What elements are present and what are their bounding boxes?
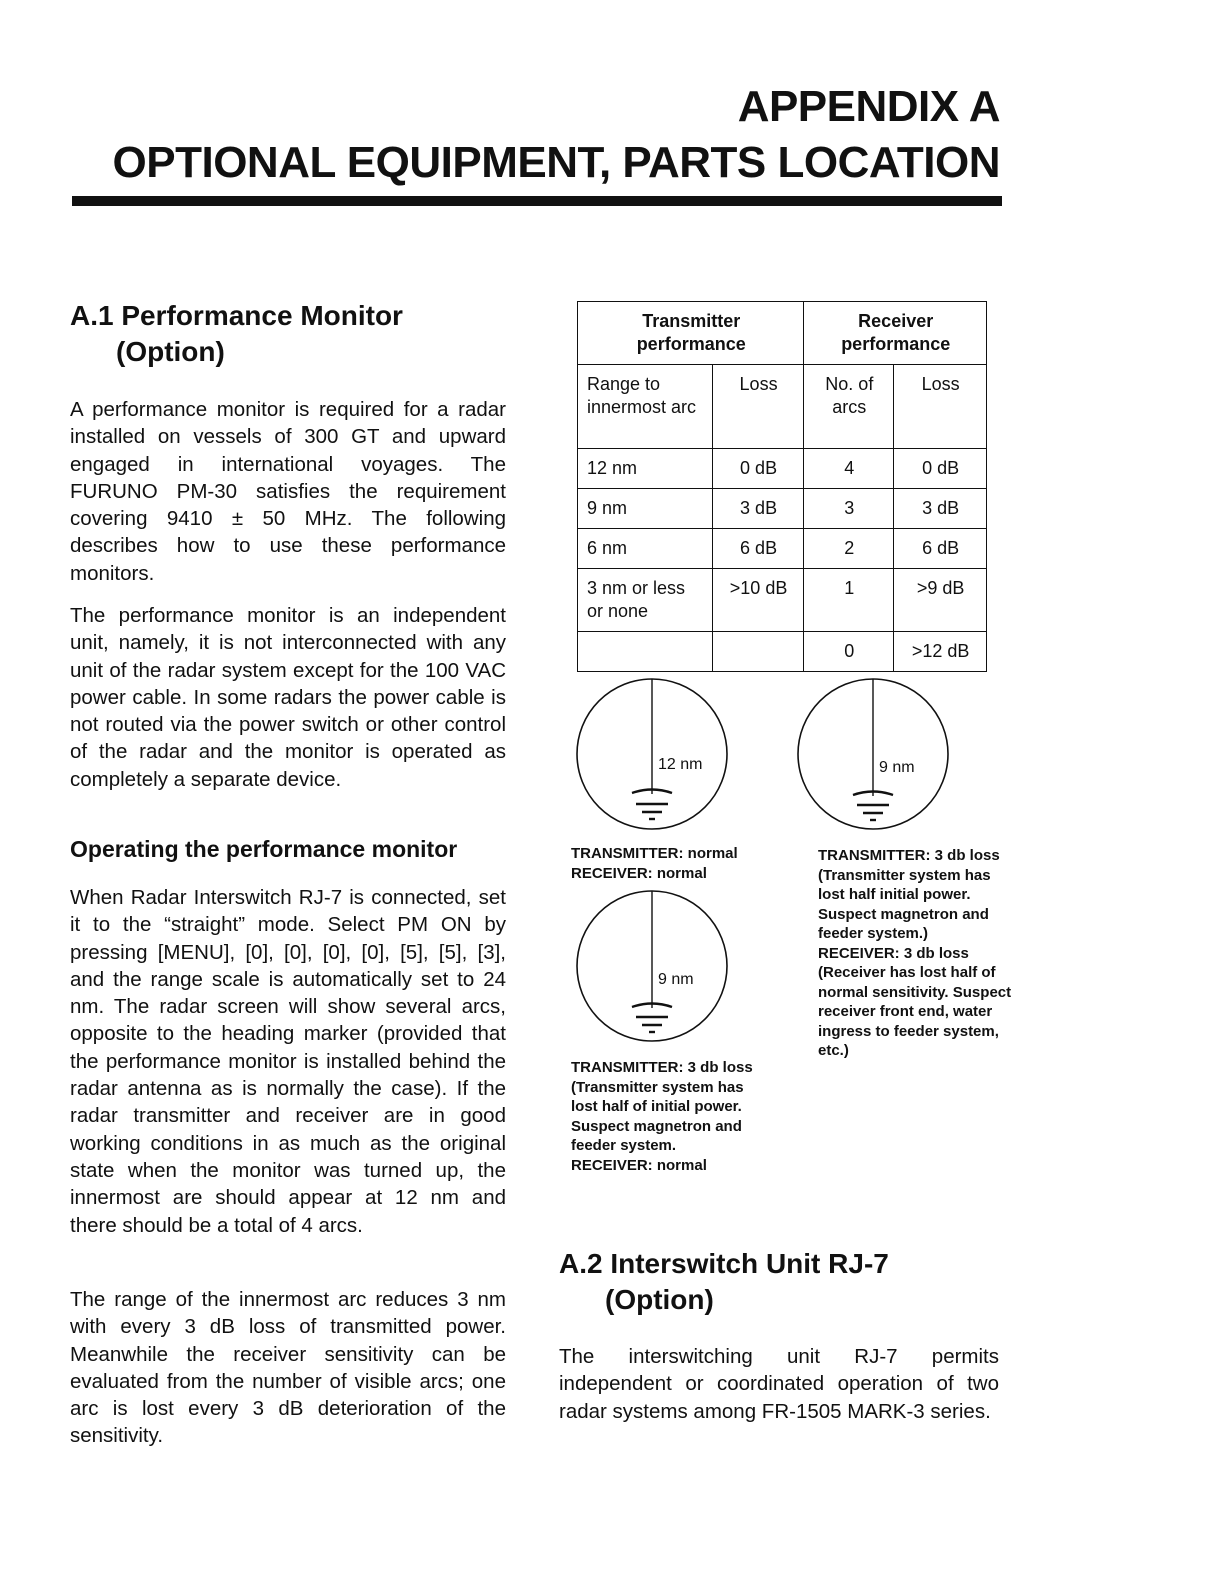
- section-a2-para1: The interswitching unit RJ-7 permits independent or coordinated operation of two radar systems among FR-1505 MARK-3 series.: [559, 1345, 999, 1423]
- section-a1-para3: When Radar Interswitch RJ-7 is connected, set it to the “straight” mode. Select PM ON by pressing [MENU], [0], [0], [0], [0], [5], [5], [3], and the range scale is automatically set to 24 nm. The radar screen will show several arcs, opposite to the heading marker (provided that the performance monitor is installed behind the radar antenna as is normally the case). If the radar transmitter and receiver are in good working conditions in as much as the original state when the monitor was turned up, the innermost are should appear at 12 nm and there should be a total of 4 arcs.: [70, 886, 506, 1237]
- caption-line: receiver front end, water: [818, 1003, 993, 1020]
- section-a1-para2: The performance monitor is an independent unit, namely, it is not interconnected with any unit of the radar system except for the 100 VAC power cable. In some radars the power cable is not routed via the power switch or other control of the radar and the monitor is operated as completely a separate device.: [70, 604, 506, 791]
- table-row: [578, 632, 987, 672]
- diagram-2-caption: [818, 846, 1011, 1061]
- table-cell: 6 nm: [578, 529, 713, 569]
- section-a2-heading: [559, 1246, 999, 1318]
- table-cell: 6 dB: [894, 529, 987, 569]
- table-cell: 4: [804, 449, 894, 489]
- table-cell: >9 dB: [894, 569, 987, 632]
- caption-line: (Receiver has lost half of: [818, 964, 996, 981]
- caption-line: TRANSMITTER: 3 db loss: [571, 1059, 753, 1076]
- table-cell: 2: [804, 529, 894, 569]
- caption-line: lost half of initial power.: [571, 1098, 742, 1115]
- table-row: [578, 489, 987, 529]
- table-column-row: [578, 365, 987, 449]
- transmitter-performance-header: Transmitter performance: [578, 302, 804, 365]
- receiver-performance-header: Receiver performance: [804, 302, 987, 365]
- table-cell: 3 dB: [894, 489, 987, 529]
- column-header-rx-loss: Loss: [894, 365, 987, 449]
- dial-range-label: 9 nm: [879, 759, 915, 776]
- table-cell: 12 nm: [578, 449, 713, 489]
- operating-subheading: Operating the performance monitor: [70, 836, 458, 862]
- table-cell: 3 nm or less or none: [578, 569, 713, 632]
- column-header-range: Range to innermost arc: [578, 365, 713, 449]
- caption-line: TRANSMITTER: 3 db loss: [818, 847, 1000, 864]
- caption-line: Suspect magnetron and: [818, 905, 989, 923]
- appendix-title: APPENDIX A: [737, 82, 1000, 131]
- caption-line: Suspect magnetron and: [571, 1117, 742, 1135]
- column-header-tx-loss: Loss: [712, 365, 804, 449]
- diagram-3-caption: [571, 1058, 753, 1175]
- radar-dial-12nm: [570, 676, 734, 836]
- table-cell: 6 dB: [712, 529, 804, 569]
- caption-line: TRANSMITTER: normal: [571, 845, 738, 862]
- performance-table: [577, 301, 987, 672]
- table-row: [578, 569, 987, 632]
- table-cell: 0 dB: [894, 449, 987, 489]
- radar-dial-9nm-both-loss: [791, 676, 955, 836]
- dial-range-label: 12 nm: [658, 756, 703, 773]
- section-a2-option: (Option): [605, 1284, 714, 1315]
- dial-range-label: 9 nm: [658, 971, 694, 988]
- section-a1-heading: [70, 298, 506, 370]
- section-a2-title: A.2 Interswitch Unit RJ-7: [559, 1248, 889, 1279]
- header-rule: [72, 196, 1002, 206]
- table-cell: 0: [804, 632, 894, 672]
- caption-line: normal sensitivity. Suspect: [818, 983, 1012, 1001]
- caption-line: RECEIVER: 3 db loss: [818, 944, 969, 962]
- caption-line: lost half initial power.: [818, 886, 971, 903]
- caption-line: (Transmitter system has: [571, 1078, 744, 1096]
- section-a1-option: (Option): [116, 336, 225, 367]
- table-cell: 9 nm: [578, 489, 713, 529]
- column-header-arcs: No. of arcs: [804, 365, 894, 449]
- section-a1-para4: The range of the innermost arc reduces 3 nm with every 3 dB loss of transmitted power. Meanwhile the receiver sensitivity can be evaluated from the number of visible arcs; one arc is lost every 3 dB deterioration of the sensitivity.: [70, 1288, 506, 1448]
- diagram-1-caption: [571, 844, 738, 883]
- table-cell: 3: [804, 489, 894, 529]
- table-header-row: [578, 302, 987, 365]
- caption-line: ingress to feeder system,: [818, 1022, 999, 1040]
- section-a1-title: A.1 Performance Monitor: [70, 300, 403, 331]
- table-cell: [578, 632, 713, 672]
- table-row: [578, 529, 987, 569]
- caption-line: etc.): [818, 1042, 849, 1059]
- table-cell: [712, 632, 804, 672]
- caption-line: feeder system.: [571, 1137, 677, 1154]
- radar-dial-9nm-tx-loss: [570, 888, 734, 1048]
- caption-line: (Transmitter system has: [818, 866, 991, 884]
- table-cell: 1: [804, 569, 894, 632]
- chapter-title: OPTIONAL EQUIPMENT, PARTS LOCATION: [112, 138, 1000, 187]
- section-a1-para1: A performance monitor is required for a radar installed on vessels of 300 GT and upward engaged in international voyages. The FURUNO PM-30 satisfies the requirement covering 9410 ± 50 MHz. The following describes how to use these performance monitors.: [70, 398, 506, 585]
- table-row: [578, 449, 987, 489]
- table-cell: 3 dB: [712, 489, 804, 529]
- table-cell: 0 dB: [712, 449, 804, 489]
- caption-line: RECEIVER: normal: [571, 864, 707, 882]
- table-cell: >12 dB: [894, 632, 987, 672]
- caption-line: RECEIVER: normal: [571, 1156, 707, 1174]
- caption-line: feeder system.): [818, 925, 929, 942]
- table-cell: >10 dB: [712, 569, 804, 632]
